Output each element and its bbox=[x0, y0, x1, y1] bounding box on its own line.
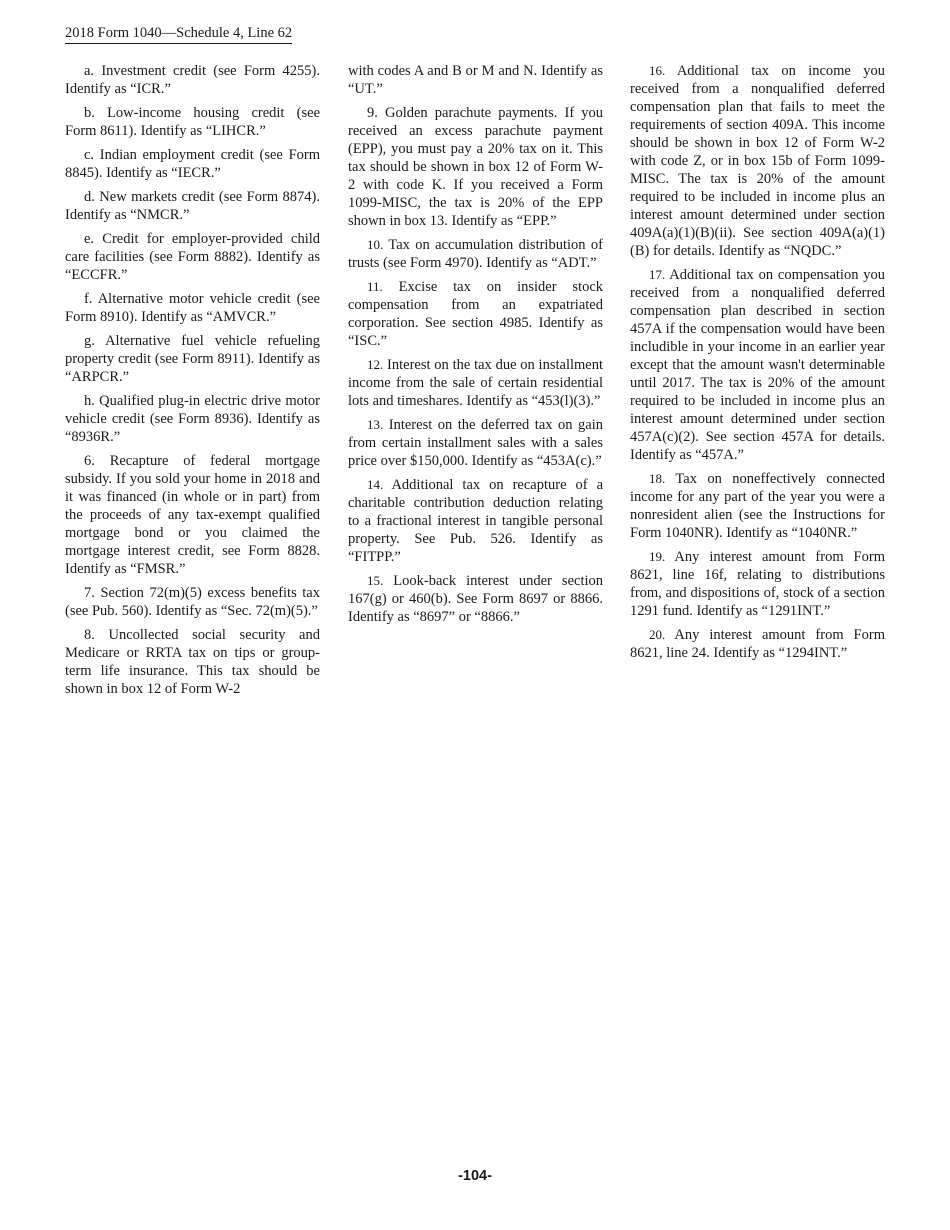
item-number: 16. bbox=[649, 63, 666, 78]
item-number: 19. bbox=[649, 549, 666, 564]
paragraph bbox=[348, 236, 603, 272]
item-text: Tax on noneffectively connected income for any part of the year you were a nonresident alien (see the Instructions for Form 1040NR). Identify as “1040NR.” bbox=[630, 471, 885, 541]
paragraph bbox=[630, 470, 885, 542]
item-number: 10. bbox=[367, 237, 384, 252]
item-text: Additional tax on compensation you received from a nonqualified deferred compensation plan described in section 457A if the compensation would have been includible in your income in an earlier year except that the amount wasn't determinable until 2017. The tax is 20% of the amount required to be included in income plus an interest amount determined under section 457A(c)(2). See section 457A for details. Identify as “457A.” bbox=[630, 267, 885, 463]
paragraph bbox=[348, 572, 603, 626]
paragraph: d. New markets credit (see Form 8874). Identify as “NMCR.” bbox=[65, 189, 320, 223]
page-number: -104- bbox=[458, 1168, 492, 1184]
item-text: Look-back interest under section 167(g) or 460(b). See Form 8697 or 8866. Identify as “8697” or “8866.” bbox=[348, 573, 603, 625]
paragraph bbox=[348, 278, 603, 350]
item-text: Excise tax on insider stock compensation from an expatriated corporation. See section 4985. Identify as “ISC.” bbox=[348, 279, 604, 349]
paragraph: b. Low-income housing credit (see Form 8611). Identify as “LIHCR.” bbox=[65, 105, 320, 139]
item-text: Any interest amount from Form 8621, line 24. Identify as “1294INT.” bbox=[630, 627, 885, 661]
paragraph: 7. Section 72(m)(5) excess benefits tax (see Pub. 560). Identify as “Sec. 72(m)(5).” bbox=[65, 585, 320, 619]
paragraph: f. Alternative motor vehicle credit (see Form 8910). Identify as “AMVCR.” bbox=[65, 291, 320, 325]
column-1 bbox=[65, 62, 320, 704]
item-number: 11. bbox=[367, 279, 383, 294]
item-text: Interest on the tax due on installment income from the sale of certain residential lots and timeshares. Identify as “453(l)(3).” bbox=[348, 357, 603, 409]
paragraph: e. Credit for employer-provided child care facilities (see Form 8882). Identify as “ECCFR.” bbox=[65, 231, 320, 283]
paragraph: c. Indian employment credit (see Form 8845). Identify as “IECR.” bbox=[65, 147, 320, 181]
paragraph: g. Alternative fuel vehicle refueling property credit (see Form 8911). Identify as “ARPCR.” bbox=[65, 333, 320, 385]
running-header: 2018 Form 1040—Schedule 4, Line 62 bbox=[65, 24, 292, 44]
paragraph bbox=[348, 416, 603, 470]
paragraph bbox=[348, 476, 603, 566]
item-number: 12. bbox=[367, 357, 384, 372]
paragraph bbox=[630, 626, 885, 662]
paragraph: 9. Golden parachute payments. If you received an excess parachute payment (EPP), you must pay a 20% tax on it. This tax should be shown in box 12 of Form W-2 with code K. If you received a Form 1099-MISC, the tax is 20% of the EPP shown in box 13. Identify as “EPP.” bbox=[348, 105, 603, 229]
item-number: 18. bbox=[649, 471, 666, 486]
item-text: Tax on accumulation distribution of trusts (see Form 4970). Identify as “ADT.” bbox=[348, 237, 603, 271]
item-text: Any interest amount from Form 8621, line 16f, relating to distributions from, and dispositions of, stock of a section 1291 fund. Identify as “1291INT.” bbox=[630, 549, 885, 619]
paragraph: a. Investment credit (see Form 4255). Identify as “ICR.” bbox=[65, 63, 320, 97]
paragraph bbox=[630, 266, 885, 464]
item-text: Additional tax on income you received from a nonqualified deferred compensation plan that fails to meet the requirements of section 409A. This income should be shown in box 12 of Form W-2 with code Z, or in box 15b of Form 1099-MISC. The tax is 20% of the amount required to be included in income plus an interest amount determined under section 409A(a)(1)(B)(ii). See section 409A(a)(1)(B) for details. Identify as “NQDC.” bbox=[630, 63, 885, 259]
paragraph bbox=[630, 62, 885, 260]
paragraph bbox=[348, 356, 603, 410]
column-2 bbox=[348, 62, 603, 632]
column-3 bbox=[630, 62, 885, 668]
paragraph: 8. Uncollected social security and Medicare or RRTA tax on tips or group-term life insurance. This tax should be shown in box 12 of Form W-2 bbox=[65, 627, 320, 697]
item-number: 15. bbox=[367, 573, 384, 588]
item-text: Additional tax on recapture of a charitable contribution deduction relating to a fractional interest in tangible personal property. See Pub. 526. Identify as “FITPP.” bbox=[348, 477, 603, 565]
paragraph: 6. Recapture of federal mortgage subsidy. If you sold your home in 2018 and it was financed (in whole or in part) from the proceeds of any tax-exempt qualified mortgage bond or you claimed the mortgage interest credit, see Form 8828. Identify as “FMSR.” bbox=[65, 453, 320, 577]
item-number: 20. bbox=[649, 627, 666, 642]
item-number: 17. bbox=[649, 267, 666, 282]
paragraph bbox=[630, 548, 885, 620]
item-text: Interest on the deferred tax on gain from certain installment sales with a sales price over $150,000. Identify as “453A(c).” bbox=[348, 417, 603, 469]
item-number: 13. bbox=[367, 417, 384, 432]
item-number: 14. bbox=[367, 477, 384, 492]
paragraph-continued: with codes A and B or M and N. Identify as “UT.” bbox=[348, 63, 603, 97]
paragraph: h. Qualified plug-in electric drive motor vehicle credit (see Form 8936). Identify as “8936R.” bbox=[65, 393, 320, 445]
